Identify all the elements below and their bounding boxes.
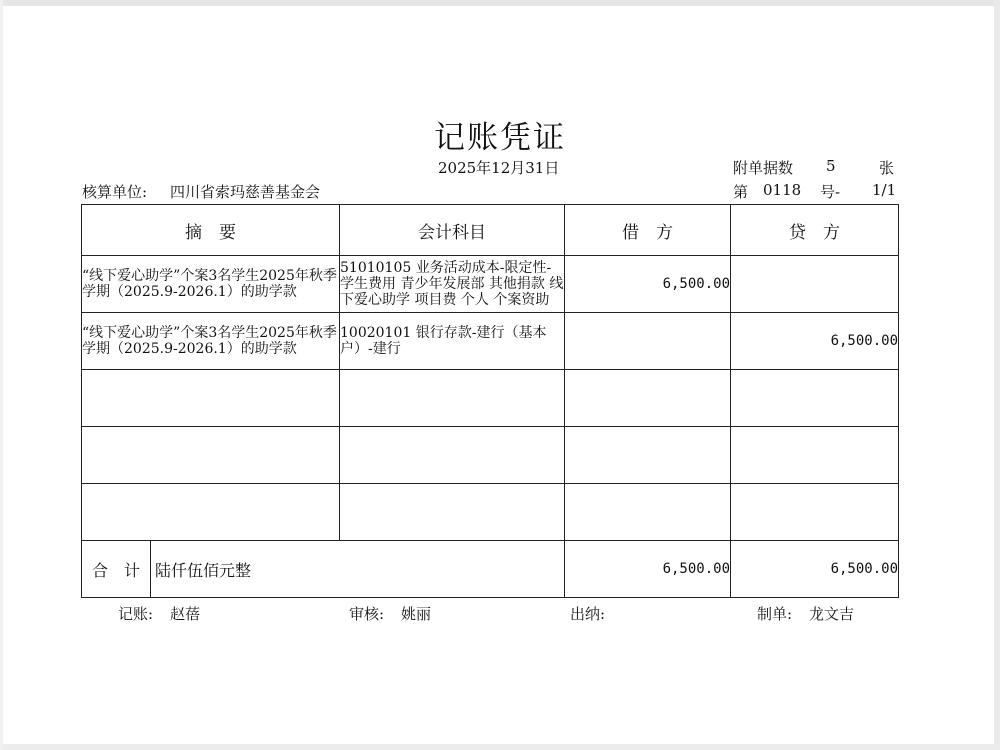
- total-debit: 6,500.00: [565, 541, 731, 598]
- reviewer-label: 审核:: [349, 605, 385, 623]
- voucher-number-prefix: 第: [733, 183, 749, 201]
- total-label: 合 计: [82, 541, 151, 597]
- accounting-unit-name: 四川省索玛慈善基金会: [170, 183, 321, 201]
- entry-summary: “线下爱心助学”个案3名学生2025年秋季学期（2025.9-2026.1）的助学款: [82, 313, 340, 370]
- voucher-title: 记账凭证: [434, 120, 566, 156]
- entry-debit: [565, 313, 731, 370]
- preparer-label: 制单:: [757, 605, 793, 623]
- preparer-name: 龙文吉: [809, 605, 855, 623]
- entry-credit: 6,500.00: [731, 313, 899, 370]
- empty-row: [82, 427, 899, 484]
- table-row: [82, 256, 899, 313]
- scan-edge-bottom: [0, 744, 1000, 750]
- voucher-number: 0118: [763, 181, 802, 199]
- header-debit: 借 方: [565, 205, 731, 256]
- scan-edge-top: [0, 0, 1000, 6]
- entry-account: 51010105 业务活动成本-限定性-学生费用 青少年发展部 其他捐款 线下爱心助学 项目费 个人 个案资助: [340, 256, 565, 313]
- table-row: [82, 313, 899, 370]
- header-credit: 贷 方: [731, 205, 899, 256]
- total-row: [82, 541, 899, 598]
- entry-credit: [731, 256, 899, 313]
- voucher-number-suffix: 号-: [820, 183, 841, 201]
- attachments-unit: 张: [879, 159, 895, 177]
- entry-account: 10020101 银行存款-建行（基本户）-建行: [340, 313, 565, 370]
- cashier-label: 出纳:: [570, 605, 606, 623]
- total-cell: [82, 541, 565, 598]
- bookkeeper-name: 赵蓓: [170, 605, 201, 623]
- voucher-table: [81, 204, 899, 598]
- empty-row: [82, 370, 899, 427]
- empty-row: [82, 484, 899, 541]
- voucher-page: 1/1: [872, 181, 897, 199]
- accounting-unit-label: 核算单位:: [82, 183, 148, 201]
- total-amount-words: 陆仟伍佰元整: [155, 560, 252, 580]
- table-header-row: [82, 205, 899, 256]
- attachments-count: 5: [826, 157, 836, 175]
- header-summary: 摘 要: [82, 205, 340, 256]
- reviewer-name: 姚丽: [401, 605, 432, 623]
- header-account: 会计科目: [340, 205, 565, 256]
- total-credit: 6,500.00: [731, 541, 899, 598]
- entry-debit: 6,500.00: [565, 256, 731, 313]
- entry-summary: “线下爱心助学”个案3名学生2025年秋季学期（2025.9-2026.1）的助学款: [82, 256, 340, 313]
- voucher-date: 2025年12月31日: [438, 159, 560, 177]
- bookkeeper-label: 记账:: [118, 605, 154, 623]
- attachments-label: 附单据数: [733, 159, 794, 177]
